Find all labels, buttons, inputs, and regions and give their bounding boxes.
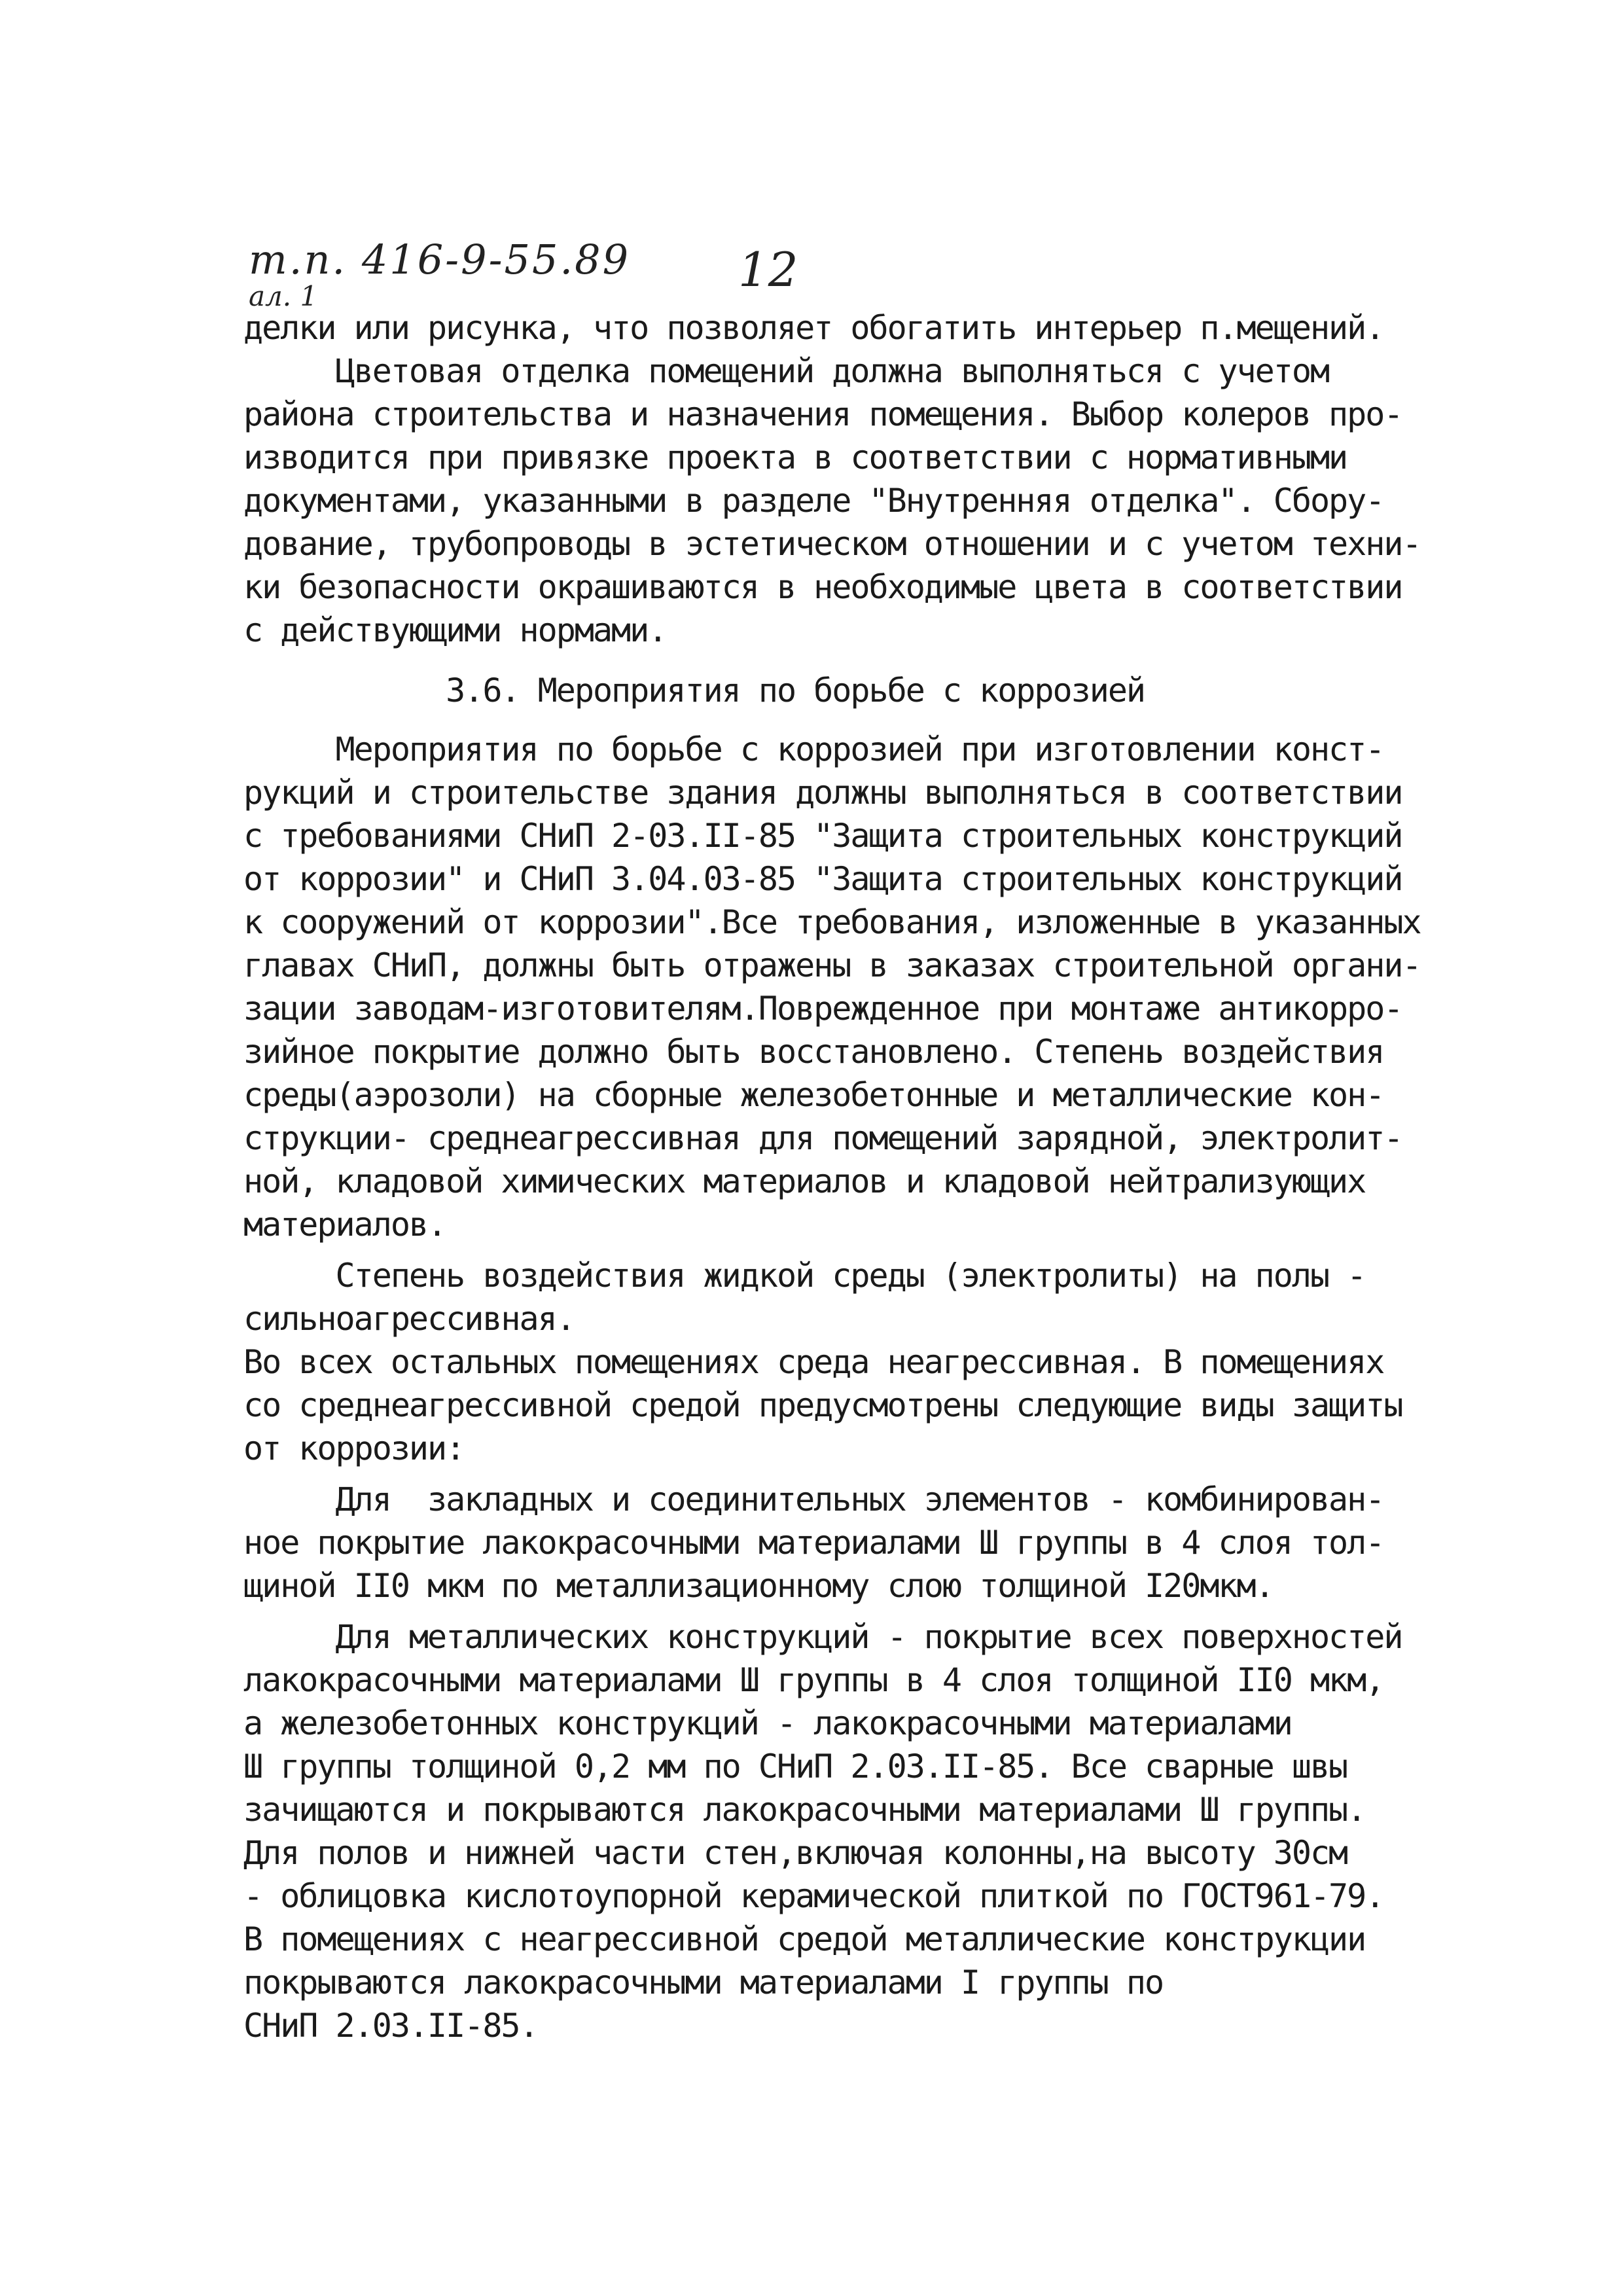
text-line: ное покрытие лакокрасочными материалами Ш группы в 4 слоя тол- (243, 1524, 1384, 1562)
text-line: зачищаются и покрываются лакокрасочными материалами Ш группы. (243, 1791, 1366, 1829)
text-line: Мероприятия по борьбе с коррозией при изготовлении конст- (243, 730, 1384, 768)
text-line: с действующими нормами. (243, 611, 667, 649)
text-line: дование, трубопроводы в эстетическом отношении и с учетом техни- (243, 525, 1421, 563)
text-line: Для закладных и соединительных элементов - комбинирован- (243, 1480, 1384, 1518)
text-line: рукций и строительстве здания должны выполняться в соответствии (243, 774, 1402, 812)
section-heading: 3.6. Мероприятия по борьбе с коррозией (243, 672, 1145, 709)
text-line: от коррозии: (243, 1429, 465, 1467)
text-line: Во всех остальных помещениях среда неагрессивная. В помещениях (243, 1343, 1384, 1381)
text-line: Ш группы толщиной 0,2 мм по СНиП 2.03.II-85. Все сварные швы (243, 1748, 1347, 1785)
text-line: среды(аэрозоли) на сборные железобетонные и металлические кон- (243, 1076, 1384, 1114)
text-line: с требованиями СНиП 2-03.II-85 "Защита строительных конструкций (243, 817, 1402, 855)
text-line: зации заводам-изготовителям.Поврежденное при монтаже антикорро- (243, 990, 1402, 1028)
stamp-sheet: ал. 1 (249, 280, 318, 312)
text-line: покрываются лакокрасочными материалами I группы по (243, 1964, 1164, 2001)
text-line: к сооружений от коррозии".Все требования, изложенные в указанных (243, 903, 1421, 941)
text-line: района строительства и назначения помещения. Выбор колеров про- (243, 395, 1402, 433)
text-line: изводится при привязке проекта в соответствии с нормативными (243, 439, 1347, 476)
text-line: главах СНиП, должны быть отражены в заказах строительной органи- (243, 946, 1421, 984)
text-line: - облицовка кислотоупорной керамической плиткой по ГОСТ961-79. (243, 1877, 1384, 1915)
text-line: сильноагрессивная. (243, 1300, 575, 1338)
text-line: со среднеагрессивной средой предусмотрены следующие виды защиты (243, 1386, 1402, 1424)
page-number: 12 (738, 242, 798, 297)
text-line: Степень воздействия жидкой среды (электролиты) на полы - (243, 1257, 1366, 1295)
text-line: материалов. (243, 1206, 446, 1244)
text-line: Цветовая отделка помещений должна выполняться с учетом (243, 352, 1329, 390)
text-line: документами, указанными в разделе "Внутренняя отделка". Сбору- (243, 482, 1384, 520)
text-line: ной, кладовой химических материалов и кладовой нейтрализующих (243, 1162, 1366, 1200)
text-line: Для металлических конструкций - покрытие всех поверхностей (243, 1618, 1402, 1656)
text-line: лакокрасочными материалами Ш группы в 4 слоя толщиной II0 мкм, (243, 1661, 1384, 1699)
text-line: щиной II0 мкм по металлизационному слою толщиной I20мкм. (243, 1567, 1274, 1605)
text-line: зийное покрытие должно быть восстановлено. Степень воздействия (243, 1033, 1384, 1071)
text-line: от коррозии" и СНиП 3.04.03-85 "Защита строительных конструкций (243, 860, 1402, 898)
text-line: ки безопасности окрашиваются в необходимые цвета в соответствии (243, 568, 1402, 606)
text-line: СНиП 2.03.II-85. (243, 2007, 538, 2045)
text-line: струкции- среднеагрессивная для помещений зарядной, электролит- (243, 1119, 1402, 1157)
stamp-code: т.п. 416-9-55.89 (249, 236, 631, 283)
text-line: В помещениях с неагрессивной средой металлические конструкции (243, 1920, 1366, 1958)
text-line: Для полов и нижней части стен,включая колонны,на высоту 30см (243, 1834, 1347, 1872)
text-line: а железобетонных конструкций - лакокрасочными материалами (243, 1704, 1292, 1742)
text-line: делки или рисунка, что позволяет обогатить интерьер п.мещений. (243, 309, 1384, 347)
